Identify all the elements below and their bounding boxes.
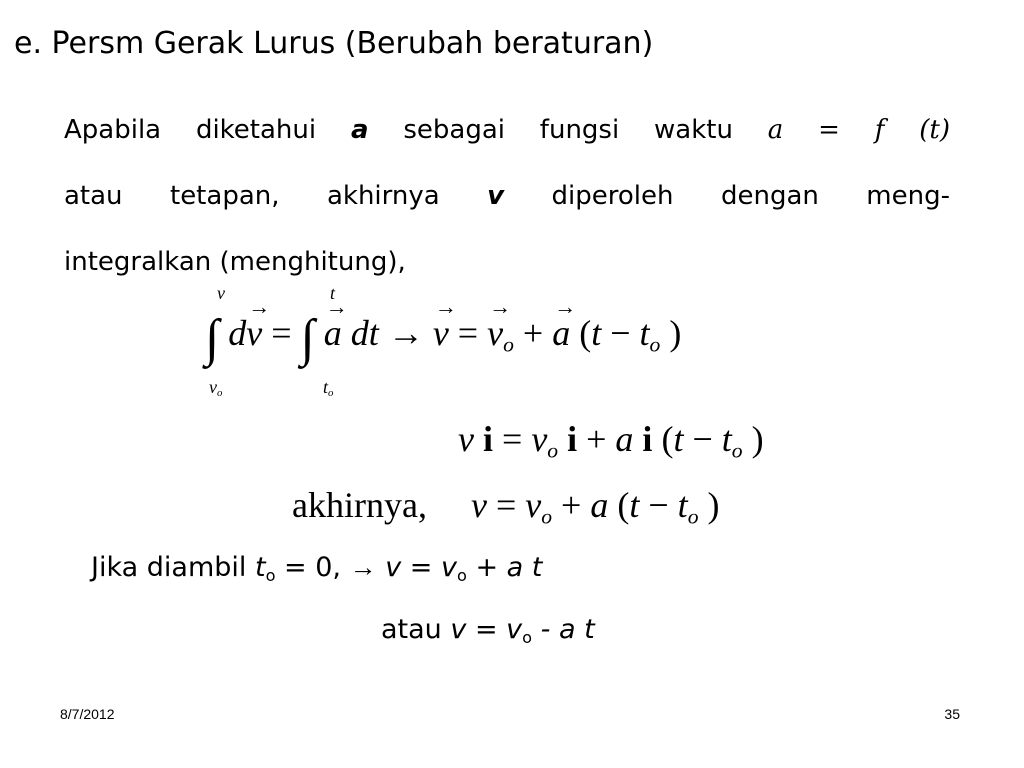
scalar-equation: akhirnya, $v = v_o + a$ ($t - t_o$ ) <box>292 485 720 529</box>
alternative-line <box>381 614 595 647</box>
slide-title: e. Persm Gerak Lurus (Berubah beraturan) <box>14 26 654 61</box>
upper-limit-v: v <box>217 283 225 303</box>
special-case-line <box>91 552 542 585</box>
text-run: + a t <box>466 552 543 583</box>
paragraph-line-2 <box>64 163 950 229</box>
akhirnya-label: akhirnya, <box>292 485 427 525</box>
symbol-t: t <box>254 552 266 583</box>
integral-expression: ∫ dv → = ∫ a → dt → v → = $v \to_o + a \to (t - t_o$ ) <box>205 309 681 368</box>
subscript: o <box>456 565 467 585</box>
symbol-v: v <box>487 181 505 211</box>
text-run: atau tetapan, akhirnya <box>64 181 488 211</box>
text-run: = 0, <box>275 552 350 583</box>
subscript: o <box>522 627 533 647</box>
symbol-v: v <box>376 552 402 583</box>
symbol-v0: v <box>440 552 457 583</box>
footer-page-number: 35 <box>944 706 960 722</box>
text-run: - a t <box>532 614 595 645</box>
intro-paragraph <box>64 97 950 295</box>
text-run: Apabila diketahui <box>64 115 351 145</box>
text-run: Jika diambil <box>91 552 255 583</box>
text-run: diperoleh dengan meng- <box>504 181 950 211</box>
paragraph-line-3: integralkan (menghitung), <box>64 247 406 277</box>
lower-limit-t: $t_o$ <box>323 377 334 400</box>
lower-limit-v: $v_o$ <box>209 377 223 400</box>
paragraph-line-1 <box>64 97 950 163</box>
vector-component-equation: v $i = v_o$ i + a i ($t - t_o$ ) <box>458 419 764 463</box>
symbol-v: v <box>450 614 467 645</box>
symbol-v0: v <box>506 614 523 645</box>
integral-equation <box>205 283 775 403</box>
text-run: = <box>401 552 441 583</box>
function-notation: a = f (t) <box>767 115 950 145</box>
text-run: sebagai fungsi waktu <box>368 115 768 145</box>
upper-limit-t: t <box>330 283 336 303</box>
arrow-icon: → <box>349 552 377 582</box>
subscript: o <box>265 565 276 585</box>
text-run: = <box>466 614 507 645</box>
symbol-a: a <box>350 115 369 145</box>
footer-date: 8/7/2012 <box>60 706 115 722</box>
text-run: atau <box>381 614 451 645</box>
